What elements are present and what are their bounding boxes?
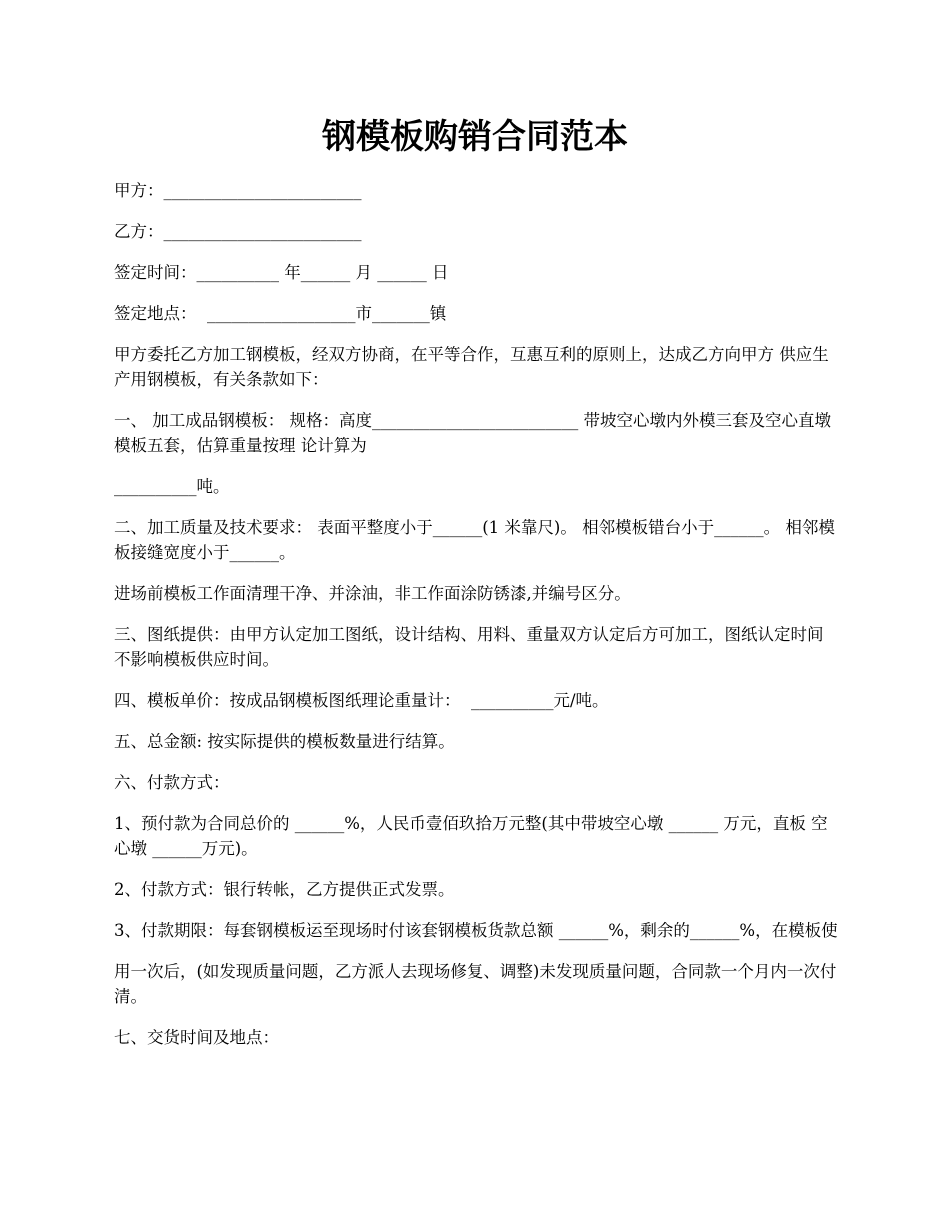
clause-6-3-term: 3、付款期限：每套钢模板运至现场时付该套钢模板货款总额 ______%，剩余的______%，在模板使 (114, 921, 838, 940)
intro-paragraph: 甲方委托乙方加工钢模板，经双方协商，在平等合作，互惠互利的原则上，达成乙方向甲方 供应生产用钢模板，有关条款如下： (114, 345, 829, 389)
clause-6-1-advance: 1、预付款为合同总价的 ______%，人民币壹佰玖拾万元整(其中带坡空心墩 ______ 万元，直板 空心墩 ______万元)。 (114, 814, 828, 858)
clause-7-delivery-heading: 七、交货时间及地点： (114, 1028, 279, 1047)
clause-6-3-term-continued: 用一次后，(如发现质量问题，乙方派人去现场修复、调整)未发现质量问题，合同款一个月内一次付清。 (114, 962, 837, 1006)
clause-4-unit-price: 四、模板单价：按成品钢模板图纸理论重量计： __________元/吨。 (114, 691, 609, 710)
signing-date-line: 签定时间：__________ 年______ 月 ______ 日 (114, 263, 449, 282)
clause-3-drawings: 三、图纸提供：由甲方认定加工图纸，设计结构、用料、重量双方认定后方可加工，图纸认定时间不影响模板供应时间。 (114, 625, 824, 669)
clause-2-quality: 二、加工质量及技术要求： 表面平整度小于______(1 米靠尺)。 相邻模板错台小于______。 相邻模板接缝宽度小于______。 (114, 518, 835, 562)
clause-6-payment-heading: 六、付款方式： (114, 773, 230, 792)
signing-place-line: 签定地点： __________________市_______镇 (114, 304, 447, 323)
clause-6-2-method: 2、付款方式：银行转帐，乙方提供正式发票。 (114, 880, 455, 899)
party-b-line: 乙方：________________________ (114, 222, 362, 241)
clause-1-products: 一、 加工成品钢模板： 规格：高度_________________________ 带坡空心墩内外模三套及空心直墩模板五套，估算重量按理 论计算为 (114, 411, 831, 455)
document-body (114, 178, 838, 1066)
clause-2-preparation: 进场前模板工作面清理干净、并涂油，非工作面涂防锈漆,并编号区分。 (114, 584, 631, 603)
clause-5-total-amount: 五、总金额: 按实际提供的模板数量进行结算。 (114, 732, 455, 751)
document-title: 钢模板购销合同范本 (322, 117, 628, 157)
party-a-line: 甲方：________________________ (114, 181, 362, 200)
clause-1-weight: __________吨。 (114, 477, 230, 496)
